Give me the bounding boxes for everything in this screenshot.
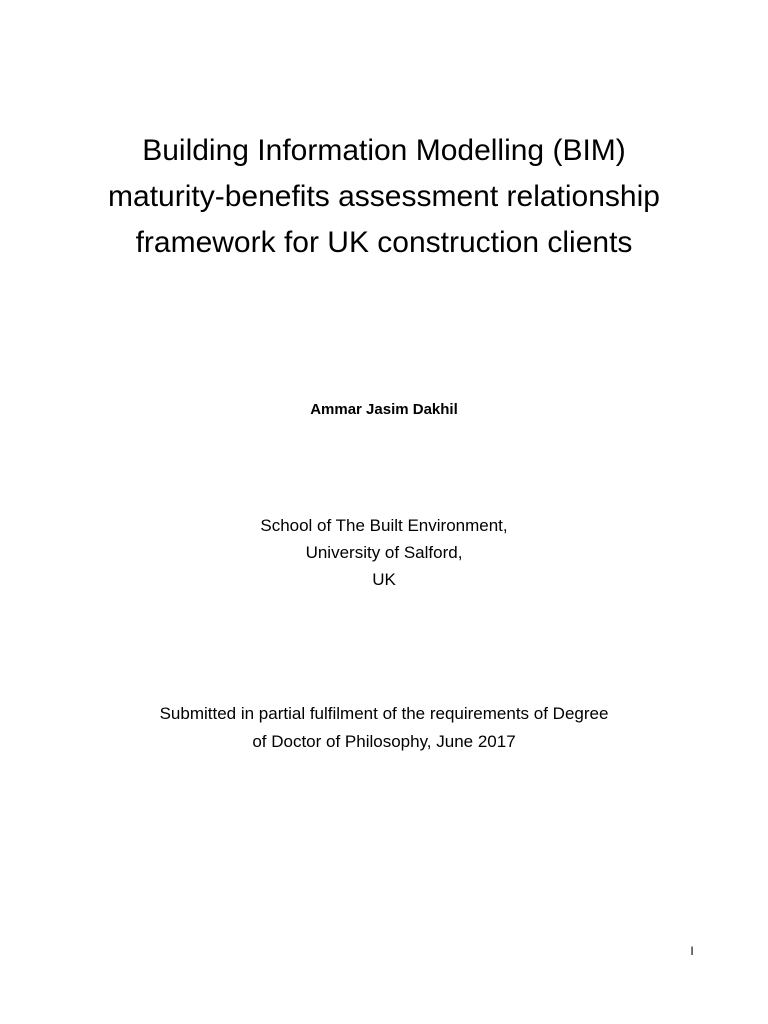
page-number: I [690,944,694,958]
submission-line: of Doctor of Philosophy, June 2017 [252,732,516,751]
affiliation [0,512,768,593]
affiliation-line: School of The Built Environment, [260,516,508,535]
thesis-title-line: Building Information Modelling (BIM) [142,134,626,167]
author-name: Ammar Jasim Dakhil [310,401,458,418]
thesis-title-line: maturity-benefits assessment relationship [108,180,660,213]
affiliation-line: University of Salford, [305,543,463,562]
affiliation-line: UK [372,570,396,589]
submission-line: Submitted in partial fulfilment of the requirements of Degree [159,704,609,723]
submission-statement [84,700,684,756]
thesis-title [84,128,684,266]
thesis-title-line: framework for UK construction clients [135,226,633,259]
